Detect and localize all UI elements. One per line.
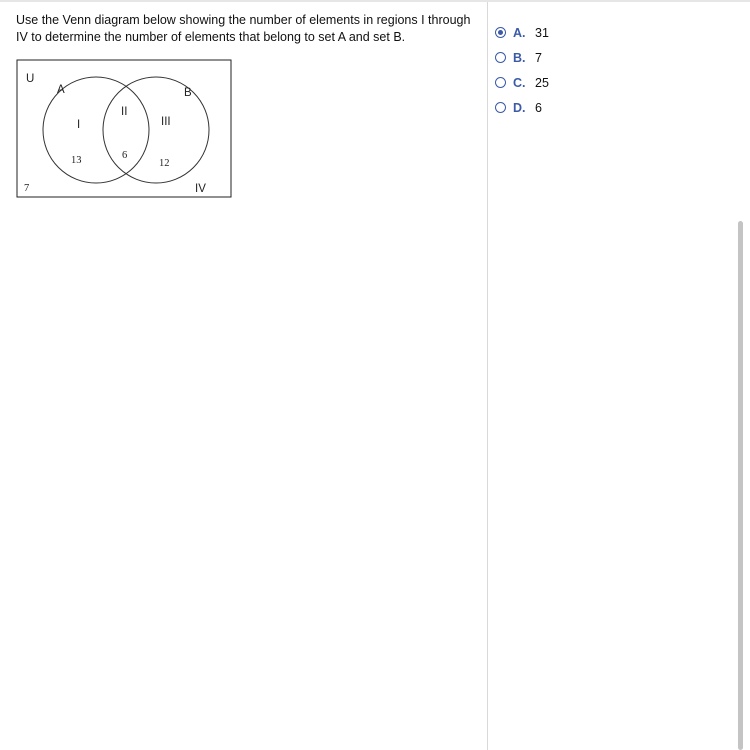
answer-letter: B. <box>513 50 526 65</box>
region-i-label: I <box>77 119 81 131</box>
set-a-label: A <box>57 84 65 96</box>
answer-option-a[interactable] <box>495 20 735 45</box>
panel-divider <box>487 2 488 750</box>
scrollbar-thumb[interactable] <box>738 221 743 750</box>
answer-value: 25 <box>535 75 549 90</box>
answer-letter: A. <box>513 25 526 40</box>
region-ii-count: 6 <box>122 150 128 161</box>
region-iv-label: IV <box>195 183 206 195</box>
region-iv-count: 7 <box>24 183 30 194</box>
answer-letter: D. <box>513 100 526 115</box>
universe-label: U <box>26 73 35 85</box>
set-b-circle <box>103 77 209 183</box>
region-ii-label: II <box>121 106 128 118</box>
answer-option-b[interactable] <box>495 45 735 70</box>
answer-choices <box>495 20 735 120</box>
question-panel <box>0 2 487 750</box>
region-iii-count: 12 <box>159 158 170 169</box>
region-i-count: 13 <box>71 155 82 166</box>
radio-button-icon[interactable] <box>495 102 506 113</box>
set-b-label: B <box>184 87 192 99</box>
universe-rectangle <box>17 60 231 197</box>
answer-option-d[interactable] <box>495 95 735 120</box>
venn-diagram <box>16 59 233 199</box>
radio-button-icon[interactable] <box>495 52 506 63</box>
answer-value: 31 <box>535 25 549 40</box>
answer-value: 7 <box>535 50 542 65</box>
radio-button-icon[interactable] <box>495 27 506 38</box>
answer-option-c[interactable] <box>495 70 735 95</box>
answer-value: 6 <box>535 100 542 115</box>
answer-letter: C. <box>513 75 526 90</box>
radio-button-icon[interactable] <box>495 77 506 88</box>
question-text: Use the Venn diagram below showing the number of elements in regions I through IV to determine the number of elements that belong to set A and set B. <box>16 13 471 44</box>
region-iii-label: III <box>161 116 171 128</box>
